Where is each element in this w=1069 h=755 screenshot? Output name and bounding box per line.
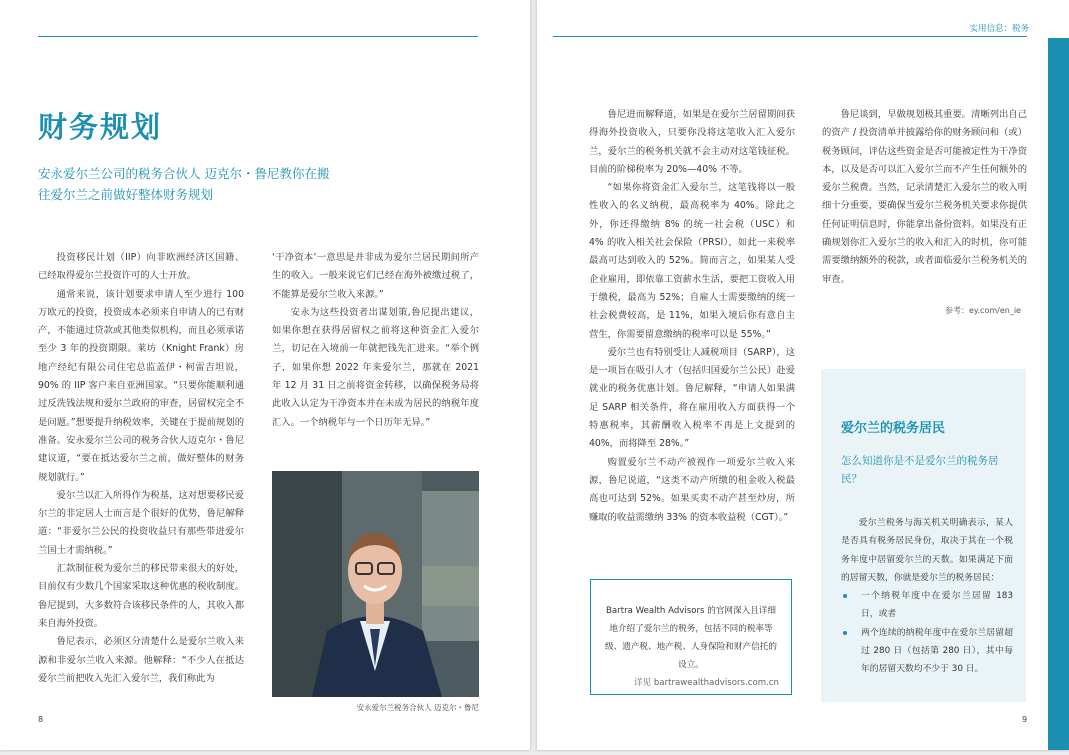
reference-link[interactable]: 参考：ey.com/en_ie: [945, 306, 1021, 315]
photo-caption: 安永爱尔兰税务合伙人 迈克尔・鲁尼: [356, 703, 479, 712]
tax-residence-box: [821, 369, 1026, 702]
left-column-1: [38, 249, 244, 688]
tax-box-question: 怎么知道你是不是爱尔兰的税务居民？: [841, 455, 999, 485]
list-item: 两个连续的纳税年度中在爱尔兰居留超过 280 日（包括第 280 日），其中每年的居留天数均不少于 30 日。: [841, 624, 1013, 679]
paragraph: 购置爱尔兰不动产被视作一项爱尔兰收入来源，鲁尼说道，“这类不动产所缴的租金收入税最高也可达到 52%。如果买卖不动产甚至炒房，所赚取的收益需缴纳 33% 的资本收益税（CGT）。”: [589, 456, 795, 523]
list-item: 一个纳税年度中在爱尔兰居留 183 日，或者: [841, 587, 1013, 624]
article-subtitle: 安永爱尔兰公司的税务合伙人 迈克尔・鲁尼教你在搬往爱尔兰之前做好整体财务规划: [38, 166, 330, 202]
bartra-link[interactable]: 详见 bartrawealthadvisors.com.cn: [633, 678, 779, 688]
paragraph: 鲁尼表示，必须区分清楚什么是爱尔兰收入来源和非爱尔兰收入来源。他解释：“不少人在抵达爱尔兰前把收入先汇入爱尔兰，我们称此为: [38, 636, 244, 684]
left-column-2: [272, 249, 479, 432]
paragraph: ‘干净资本’一意思是并非成为爱尔兰居民期间所产生的收入。一般来说它们已经在海外被缴过税了，不能算是爱尔兰收入来源。”: [272, 252, 479, 300]
paragraph: 爱尔兰以汇入所得作为税基，这对想要移民爱尔兰的非定居人士而言是个很好的优势，鲁尼解释道：“非爱尔兰公民的投资收益只有那些带进爱尔兰国土才需纳税。”: [38, 489, 244, 556]
page-number: 8: [38, 715, 44, 724]
left-page: [0, 0, 530, 750]
right-column-1: [589, 106, 795, 527]
paragraph: 爱尔兰也有特别受让人减税项目（SARP），这是一项旨在吸引人才（包括归国爱尔兰公民）赴爱就业的税务优惠计划。鲁尼解释，“申请人如果满足 SARP 相关条件，将在雇用收入方面获得一个特惠税率，其薪酬收入税率不再是上文提到的 40%，而将降至 28%。”: [589, 346, 795, 450]
paragraph: 通常来说，该计划要求申请人至少进行 100 万欧元的投资，投资成本必须来自申请人的已有财产，不能通过贷款或其他类似机构，而且必须承诺至少 3 年的投资期限。莱坊（Knight Frank）房地产经纪有限公司住宅总监盖伊・柯雷吉坦说，90% 的 IIP 客户来自亚洲国家。“只要你能顺利通过反洗钱法规和爱尔兰政府的审查，居留权完全不是问题。”想要提升纳税效率，关键在于提前规划的准备。安永爱尔兰公司的税务合伙人迈克尔・鲁尼建议道，“要在抵达爱尔兰之前，做好整体的财务规划就行。”: [38, 288, 244, 483]
tax-box-intro: 爱尔兰税务与海关机关明确表示，某人是否具有税务居民身份，取决于其在一个税务年度中居留爱尔兰的天数。如果满足下面的居留天数，你就是爱尔兰的税务居民：: [841, 518, 1013, 583]
paragraph: 投资移民计划（IIP）向非欧洲经济区国籍、已经取得爱尔兰投资许可的人士开放。: [38, 252, 244, 282]
bartra-text: Bartra Wealth Advisors 的官网深入且详细地介绍了爱尔兰的税务，包括不同的税率等级、遗产税、地产税、人身保险和财产信托的设立。: [605, 606, 777, 670]
portrait-photo: [272, 471, 479, 697]
top-rule: [553, 36, 1027, 37]
paragraph: 汇款制征税为爱尔兰的移民带来很大的好处，目前仅有少数几个国家采取这种优惠的税收制度。鲁尼提到，大多数符合该移民条件的人，其收入都来自海外投资。: [38, 563, 244, 629]
tax-box-title: 爱尔兰的税务居民: [841, 421, 946, 436]
article-title: 财务规划: [38, 110, 163, 144]
paragraph: 鲁尼进而解释道，如果是在爱尔兰居留期间获得海外投资收入，只要你没将这笔收入汇入爱尔兰，爱尔兰的税务机关就不会主动对这笔钱征税。目前的阶梯税率为 20%—40% 不等。: [589, 109, 795, 175]
page-number: 9: [1022, 715, 1028, 724]
tax-box-list: [841, 587, 1013, 678]
tax-box-body: [841, 514, 1013, 679]
bartra-info-box: [590, 579, 792, 695]
top-rule: [38, 36, 478, 37]
section-label: 实用信息：税务: [969, 24, 1029, 34]
paragraph: 鲁尼谈到，早做规划极其重要。清晰列出自己的资产 / 投资清单并披露给你的财务顾问和（或）税务顾问，评估这些资金是否可能被定性为干净资本，以及是否可以汇入爱尔兰而不产生任何额外的爱尔兰税费。当然，记录清楚汇入爱尔兰的收入明细十分重要，要确保当爱尔兰税务机关要求你提供任何证明信息时，你能拿出备份资料。如果没有正确规划你汇入爱尔兰的收入和汇入的时机，你可能需要缴纳额外的税款，或者面临爱尔兰税务机关的审查。: [822, 109, 1027, 285]
right-column-2: [822, 106, 1027, 289]
paragraph: “如果你将资金汇入爱尔兰，这笔钱将以一般性收入的名义纳税，最高税率为 40%。除此之外，你还得缴纳 8% 的统一社会税（USC）和 4% 的收入相关社会保险（PRSI），如此一来税率最高可达到收入的 52%。简而言之，如果某人受企业雇用，即依靠工资薪水生活，要把工资收入用于缴税，最高为 52%；自雇人士需要缴纳的统一社会税费较高，是 11%，如果入境后你有意自主营生，你需要留意缴纳的税率可以是 55%。”: [589, 182, 795, 340]
paragraph: 安永为这些投资者出谋划策,鲁尼提出建议，如果你想在获得居留权之前将这种资金汇入爱尔兰，切记在入境前一年就把钱先汇进来。“举个例子，如果你想 2022 年来爱尔兰，那就在 2021 年 12 月 31 日之前将资金转移，以确保税务局将此收入认定为干净资本并在未成为居民的纳税年度汇入。一个纳税年与一个日历年无异。”: [272, 306, 479, 428]
accent-side-bar: [1048, 38, 1069, 750]
